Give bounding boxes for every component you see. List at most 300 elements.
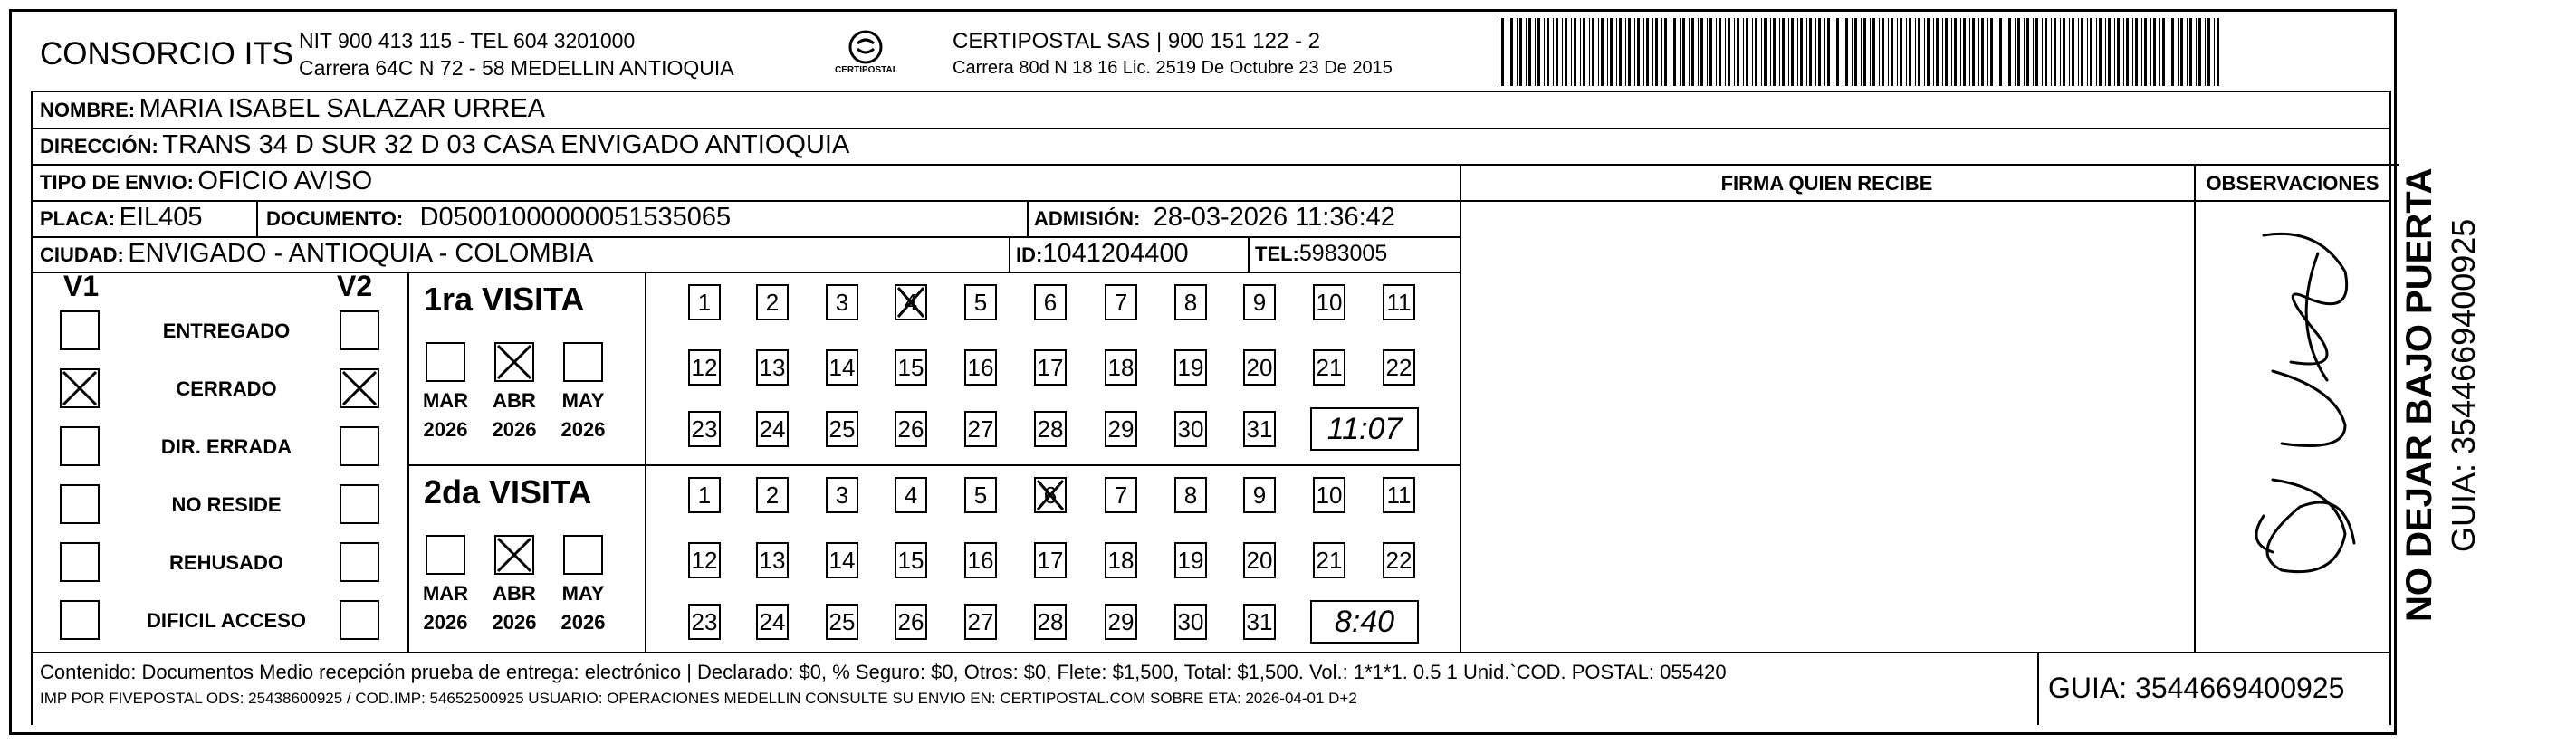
day-box[interactable]: 18 bbox=[1105, 349, 1137, 386]
barcode-bar bbox=[1942, 18, 1943, 86]
cell-divider bbox=[1009, 236, 1010, 272]
barcode-bar bbox=[1571, 18, 1572, 86]
observations-header: OBSERVACIONES bbox=[2206, 172, 2380, 195]
day-box[interactable]: 14 bbox=[826, 542, 858, 578]
barcode-bar bbox=[2205, 18, 2206, 86]
barcode-bar bbox=[1737, 18, 1739, 86]
day-box[interactable]: 20 bbox=[1243, 542, 1276, 578]
type-label: TIPO DE ENVIO: bbox=[40, 171, 194, 194]
barcode-bar bbox=[1528, 18, 1531, 86]
barcode-bar bbox=[1634, 18, 1635, 86]
barcode-bar bbox=[1743, 18, 1744, 86]
barcode-bar bbox=[1691, 18, 1694, 86]
day-box[interactable]: 27 bbox=[964, 604, 997, 640]
barcode-bar bbox=[2090, 18, 2092, 86]
barcode-bar bbox=[1565, 18, 1567, 86]
day-box[interactable]: 26 bbox=[895, 604, 927, 640]
v1-checkbox[interactable] bbox=[60, 600, 100, 640]
barcode-bar bbox=[2096, 18, 2097, 86]
barcode bbox=[1499, 18, 2223, 86]
barcode-bar bbox=[1519, 18, 1522, 86]
month-check-mark bbox=[494, 342, 534, 382]
day-box[interactable]: 12 bbox=[688, 349, 721, 386]
status-label: DIR. ERRADA bbox=[160, 435, 292, 458]
day-box[interactable]: 28 bbox=[1034, 411, 1067, 447]
header-divider bbox=[31, 91, 2389, 92]
barcode-bar bbox=[1562, 18, 1563, 86]
barcode-bar bbox=[1661, 18, 1662, 86]
day-box[interactable]: 15 bbox=[895, 542, 927, 578]
barcode-bar bbox=[1936, 18, 1939, 86]
day-box[interactable]: 30 bbox=[1174, 604, 1207, 640]
month-label: ABR bbox=[493, 389, 536, 412]
company-line1: NIT 900 413 115 - TEL 604 3201000 bbox=[299, 29, 636, 52]
status-divider bbox=[407, 272, 409, 652]
footer-guide-divider bbox=[2037, 652, 2039, 725]
day-box[interactable]: 7 bbox=[1105, 284, 1137, 320]
month-label: MAR bbox=[422, 389, 469, 412]
barcode-bar bbox=[1900, 18, 1902, 86]
day-box[interactable]: 22 bbox=[1383, 349, 1415, 386]
company-line2: Carrera 64C N 72 - 58 MEDELLIN ANTIOQUIA bbox=[299, 56, 734, 80]
barcode-bar bbox=[1824, 18, 1825, 86]
day-box[interactable]: 29 bbox=[1105, 604, 1137, 640]
barcode-bar bbox=[1888, 18, 1889, 86]
day-box[interactable]: 28 bbox=[1034, 604, 1067, 640]
document-value: D05001000000051535065 bbox=[419, 203, 732, 232]
day-box[interactable]: 14 bbox=[826, 349, 858, 386]
year-label: 2026 bbox=[423, 418, 468, 441]
month-checkbox[interactable] bbox=[426, 535, 465, 575]
month-label: MAR bbox=[422, 582, 469, 605]
barcode-bar bbox=[1700, 18, 1703, 86]
barcode-bar bbox=[1836, 18, 1839, 86]
status-label: DIFICIL ACCESO bbox=[146, 609, 306, 632]
barcode-bar bbox=[1852, 18, 1853, 86]
barcode-bar bbox=[1990, 18, 1993, 86]
barcode-bar bbox=[1927, 18, 1930, 86]
day-box[interactable]: 2 bbox=[756, 477, 789, 513]
name-value: MARIA ISABEL SALAZAR URREA bbox=[139, 94, 546, 123]
footer-guide: GUIA: 3544669400925 bbox=[2048, 672, 2345, 704]
barcode-bar bbox=[2035, 18, 2038, 86]
barcode-bar bbox=[2063, 18, 2065, 86]
day-box[interactable]: 11 bbox=[1383, 284, 1415, 320]
barcode-bar bbox=[1987, 18, 1988, 86]
day-box[interactable]: 5 bbox=[964, 477, 997, 513]
barcode-bar bbox=[1616, 18, 1617, 86]
barcode-bar bbox=[1698, 18, 1699, 86]
barcode-bar bbox=[1882, 18, 1884, 86]
row-divider bbox=[31, 164, 2399, 166]
day-box[interactable]: 7 bbox=[1105, 477, 1137, 513]
day-box[interactable]: 21 bbox=[1313, 542, 1345, 578]
year-label: 2026 bbox=[492, 611, 537, 634]
v2-checkbox[interactable] bbox=[340, 310, 379, 350]
side-guide: GUIA: 3544669400925 bbox=[2445, 218, 2482, 552]
barcode-bar bbox=[2189, 18, 2192, 86]
tel-cell bbox=[1255, 241, 1387, 267]
barcode-bar bbox=[1652, 18, 1653, 86]
barcode-bar bbox=[1933, 18, 1934, 86]
barcode-bar bbox=[1981, 18, 1984, 86]
year-label: 2026 bbox=[492, 418, 537, 441]
type-value: OFICIO AVISO bbox=[197, 167, 373, 196]
barcode-bar bbox=[2072, 18, 2074, 86]
day-box[interactable]: 13 bbox=[756, 349, 789, 386]
barcode-bar bbox=[1517, 18, 1518, 86]
v1-checkbox[interactable] bbox=[60, 542, 100, 582]
barcode-bar bbox=[1619, 18, 1622, 86]
barcode-bar bbox=[1725, 18, 1726, 86]
barcode-bar bbox=[1544, 18, 1545, 86]
barcode-bar bbox=[2099, 18, 2102, 86]
tel-label: TEL: bbox=[1255, 243, 1299, 265]
row-divider bbox=[31, 200, 2389, 202]
day-box[interactable]: 5 bbox=[964, 284, 997, 320]
day-box[interactable]: 10 bbox=[1313, 284, 1345, 320]
day-box[interactable]: 10 bbox=[1313, 477, 1345, 513]
address-row bbox=[40, 130, 849, 160]
v2-checkbox[interactable] bbox=[340, 542, 379, 582]
barcode-bar bbox=[2178, 18, 2179, 86]
observations-signature bbox=[2209, 217, 2372, 597]
barcode-bar bbox=[1537, 18, 1540, 86]
id-label: ID: bbox=[1016, 243, 1043, 266]
day-box[interactable]: 26 bbox=[895, 411, 927, 447]
barcode-bar bbox=[1854, 18, 1857, 86]
barcode-bar bbox=[1779, 18, 1780, 86]
v2-checkbox[interactable] bbox=[340, 600, 379, 640]
barcode-bar bbox=[1924, 18, 1925, 86]
day-box[interactable]: 24 bbox=[756, 411, 789, 447]
visit-title: 2da VISITA bbox=[424, 473, 592, 510]
barcode-bar bbox=[1682, 18, 1685, 86]
admission-label: ADMISIÓN: bbox=[1034, 207, 1141, 230]
day-box[interactable]: 6 bbox=[1034, 284, 1067, 320]
barcode-bar bbox=[1680, 18, 1681, 86]
admission-cell bbox=[1034, 203, 1395, 233]
day-check-mark bbox=[895, 284, 927, 320]
barcode-bar bbox=[2144, 18, 2147, 86]
barcode-bar bbox=[1761, 18, 1762, 86]
id-cell bbox=[1016, 239, 1189, 269]
id-value: 1041204400 bbox=[1042, 239, 1189, 268]
city-value: ENVIGADO - ANTIOQUIA - COLOMBIA bbox=[128, 239, 594, 268]
address-value: TRANS 34 D SUR 32 D 03 CASA ENVIGADO ANTIOQUIA bbox=[162, 130, 850, 159]
barcode-bar bbox=[1791, 18, 1794, 86]
day-box[interactable]: 17 bbox=[1034, 349, 1067, 386]
day-box[interactable]: 11 bbox=[1383, 477, 1415, 513]
barcode-bar bbox=[1897, 18, 1898, 86]
barcode-bar bbox=[2198, 18, 2201, 86]
day-box[interactable]: 3 bbox=[826, 477, 858, 513]
barcode-bar bbox=[2141, 18, 2142, 86]
barcode-bar bbox=[1625, 18, 1626, 86]
barcode-bar bbox=[1728, 18, 1730, 86]
barcode-bar bbox=[2105, 18, 2106, 86]
barcode-bar bbox=[2196, 18, 2197, 86]
barcode-bar bbox=[1815, 18, 1816, 86]
barcode-bar bbox=[1643, 18, 1644, 86]
barcode-bar bbox=[1607, 18, 1608, 86]
barcode-bar bbox=[1580, 18, 1581, 86]
v2-check-mark bbox=[340, 368, 379, 408]
barcode-bar bbox=[1863, 18, 1866, 86]
visit-title: 1ra VISITA bbox=[424, 281, 585, 318]
barcode-bar bbox=[2150, 18, 2151, 86]
barcode-bar bbox=[1918, 18, 1920, 86]
barcode-bar bbox=[2187, 18, 2188, 86]
row-divider bbox=[31, 272, 1460, 273]
day-box[interactable]: 18 bbox=[1105, 542, 1137, 578]
day-box[interactable]: 8 bbox=[1174, 284, 1207, 320]
barcode-bar bbox=[2153, 18, 2156, 86]
footer-line1: Contenido: Documentos Medio recepción prueba de entrega: electrónico | Declarado: $0, % Seguro: $0, Otros: $0, Flete: $1,500, Total: $1,500. Vol.: 1*1*1. 0.5 1 Unid.`COD. POSTAL: 055420 bbox=[40, 661, 1727, 683]
day-box[interactable]: 31 bbox=[1243, 411, 1276, 447]
day-box[interactable]: 12 bbox=[688, 542, 721, 578]
day-box[interactable]: 27 bbox=[964, 411, 997, 447]
barcode-bar bbox=[1909, 18, 1911, 86]
day-box[interactable]: 19 bbox=[1174, 349, 1207, 386]
courier-line2: Carrera 80d N 18 16 Lic. 2519 De Octubre 23 De 2015 bbox=[953, 58, 1393, 78]
barcode-bar bbox=[1770, 18, 1771, 86]
v1-header: V1 bbox=[63, 270, 100, 302]
barcode-bar bbox=[1806, 18, 1807, 86]
day-box[interactable]: 2 bbox=[756, 284, 789, 320]
day-box[interactable]: 3 bbox=[826, 284, 858, 320]
barcode-bar bbox=[1872, 18, 1875, 86]
barcode-bar bbox=[1800, 18, 1803, 86]
day-box[interactable]: 9 bbox=[1243, 477, 1276, 513]
barcode-bar bbox=[1734, 18, 1735, 86]
day-box[interactable]: 23 bbox=[688, 604, 721, 640]
day-check-mark bbox=[1034, 477, 1067, 513]
barcode-bar bbox=[2069, 18, 2070, 86]
barcode-bar bbox=[1845, 18, 1848, 86]
day-box[interactable]: 13 bbox=[756, 542, 789, 578]
side-notice: NO DEJAR BAJO PUERTA bbox=[2399, 167, 2439, 622]
month-label: ABR bbox=[493, 582, 536, 605]
document-cell bbox=[266, 203, 731, 233]
barcode-bar bbox=[1646, 18, 1649, 86]
barcode-bar bbox=[1716, 18, 1717, 86]
barcode-bar bbox=[1861, 18, 1862, 86]
barcode-bar bbox=[1707, 18, 1708, 86]
day-box[interactable]: 19 bbox=[1174, 542, 1207, 578]
barcode-bar bbox=[1788, 18, 1789, 86]
month-checkbox[interactable] bbox=[426, 342, 465, 382]
year-label: 2026 bbox=[560, 611, 606, 634]
status-label: ENTREGADO bbox=[162, 320, 291, 342]
signature-header: FIRMA QUIEN RECIBE bbox=[1720, 172, 1933, 195]
v1-check-mark bbox=[60, 368, 100, 408]
day-box[interactable]: 24 bbox=[756, 604, 789, 640]
company-name: CONSORCIO ITS bbox=[40, 36, 294, 72]
barcode-bar bbox=[1945, 18, 1948, 86]
plate-value: EIL405 bbox=[119, 203, 203, 232]
barcode-bar bbox=[1592, 18, 1594, 86]
month-label: MAY bbox=[561, 389, 605, 412]
cell-divider bbox=[1248, 236, 1250, 272]
day-box[interactable]: 15 bbox=[895, 349, 927, 386]
barcode-bar bbox=[1556, 18, 1558, 86]
barcode-bar bbox=[1969, 18, 1970, 86]
barcode-bar bbox=[1906, 18, 1907, 86]
day-box[interactable]: 31 bbox=[1243, 604, 1276, 640]
barcode-bar bbox=[2132, 18, 2133, 86]
day-box[interactable]: 4 bbox=[895, 284, 927, 320]
barcode-bar bbox=[1535, 18, 1536, 86]
day-box[interactable]: 20 bbox=[1243, 349, 1276, 386]
day-box[interactable]: 25 bbox=[826, 604, 858, 640]
barcode-bar bbox=[1719, 18, 1721, 86]
month-label: MAY bbox=[561, 582, 605, 605]
month-checkbox[interactable] bbox=[563, 535, 603, 575]
barcode-bar bbox=[2207, 18, 2210, 86]
barcode-bar bbox=[2108, 18, 2111, 86]
day-box[interactable]: 21 bbox=[1313, 349, 1345, 386]
plate-label: PLACA: bbox=[40, 207, 116, 230]
logo-caption: CERTIPOSTAL bbox=[835, 65, 898, 75]
barcode-bar bbox=[2026, 18, 2029, 86]
barcode-bar bbox=[1960, 18, 1961, 86]
day-box[interactable]: 25 bbox=[826, 411, 858, 447]
barcode-bar bbox=[2114, 18, 2115, 86]
visit-divider bbox=[407, 464, 1460, 466]
barcode-bar bbox=[1915, 18, 1916, 86]
barcode-bar bbox=[1755, 18, 1757, 86]
barcode-bar bbox=[1637, 18, 1640, 86]
day-box[interactable]: 6 bbox=[1034, 477, 1067, 513]
day-box[interactable]: 9 bbox=[1243, 284, 1276, 320]
cell-divider bbox=[1027, 200, 1029, 236]
barcode-bar bbox=[1589, 18, 1590, 86]
barcode-bar bbox=[1610, 18, 1613, 86]
barcode-bar bbox=[2033, 18, 2034, 86]
v1-checkbox[interactable] bbox=[60, 484, 100, 524]
barcode-bar bbox=[1797, 18, 1798, 86]
barcode-bar bbox=[1655, 18, 1658, 86]
barcode-bar bbox=[2015, 18, 2016, 86]
courier-line1: CERTIPOSTAL SAS | 900 151 122 - 2 bbox=[953, 29, 1320, 53]
barcode-bar bbox=[1972, 18, 1975, 86]
v1-checkbox[interactable] bbox=[60, 426, 100, 466]
barcode-bar bbox=[1583, 18, 1585, 86]
barcode-bar bbox=[1764, 18, 1767, 86]
day-box[interactable]: 1 bbox=[688, 477, 721, 513]
status-label: NO RESIDE bbox=[171, 493, 282, 516]
day-box[interactable]: 17 bbox=[1034, 542, 1067, 578]
barcode-bar bbox=[1601, 18, 1604, 86]
barcode-bar bbox=[1773, 18, 1776, 86]
barcode-bar bbox=[1664, 18, 1667, 86]
barcode-bar bbox=[2135, 18, 2138, 86]
name-row bbox=[40, 94, 545, 124]
type-row bbox=[40, 167, 372, 196]
barcode-bar bbox=[2159, 18, 2160, 86]
row-divider bbox=[31, 236, 1460, 238]
v2-checkbox[interactable] bbox=[340, 484, 379, 524]
barcode-bar bbox=[2162, 18, 2165, 86]
barcode-bar bbox=[1809, 18, 1812, 86]
barcode-bar bbox=[1574, 18, 1576, 86]
barcode-bar bbox=[1951, 18, 1952, 86]
observations-left-border bbox=[2194, 164, 2196, 653]
day-box[interactable]: 16 bbox=[964, 349, 997, 386]
barcode-bar bbox=[2042, 18, 2043, 86]
barcode-bar bbox=[1891, 18, 1893, 86]
day-box[interactable]: 16 bbox=[964, 542, 997, 578]
day-box[interactable]: 1 bbox=[688, 284, 721, 320]
year-label: 2026 bbox=[560, 418, 606, 441]
cell-divider bbox=[256, 200, 258, 236]
barcode-bar bbox=[1827, 18, 1830, 86]
barcode-bar bbox=[2087, 18, 2088, 86]
day-box[interactable]: 22 bbox=[1383, 542, 1415, 578]
barcode-bar bbox=[2171, 18, 2174, 86]
barcode-bar bbox=[2078, 18, 2079, 86]
barcode-bar bbox=[2180, 18, 2183, 86]
city-cell bbox=[40, 239, 593, 269]
tel-value: 5983005 bbox=[1298, 241, 1388, 266]
name-label: NOMBRE: bbox=[40, 99, 136, 121]
v2-checkbox[interactable] bbox=[340, 426, 379, 466]
city-label: CIUDAD: bbox=[40, 243, 124, 266]
barcode-bar bbox=[1879, 18, 1880, 86]
barcode-bar bbox=[1673, 18, 1676, 86]
barcode-bar bbox=[1526, 18, 1527, 86]
year-label: 2026 bbox=[423, 611, 468, 634]
day-box[interactable]: 23 bbox=[688, 411, 721, 447]
barcode-bar bbox=[1818, 18, 1821, 86]
barcode-bar bbox=[1978, 18, 1979, 86]
day-box[interactable]: 8 bbox=[1174, 477, 1207, 513]
footer-divider bbox=[31, 652, 2389, 653]
barcode-bar bbox=[2117, 18, 2120, 86]
footer-line2: IMP POR FIVEPOSTAL ODS: 25438600925 / COD.IMP: 54652500925 USUARIO: OPERACIONES MEDELLIN CONSULTE SU ENVIO EN: CERTIPOSTAL.COM SOBRE ETA: 2026-04-01 D+2 bbox=[40, 690, 1357, 707]
day-box[interactable]: 29 bbox=[1105, 411, 1137, 447]
barcode-bar bbox=[2051, 18, 2052, 86]
plate-cell bbox=[40, 203, 202, 233]
day-box[interactable]: 30 bbox=[1174, 411, 1207, 447]
document-label: DOCUMENTO: bbox=[266, 207, 404, 230]
v2-header: V2 bbox=[337, 270, 373, 302]
barcode-bar bbox=[2054, 18, 2056, 86]
v1-checkbox[interactable] bbox=[60, 310, 100, 350]
barcode-bar bbox=[1870, 18, 1871, 86]
status-label: REHUSADO bbox=[169, 551, 283, 574]
row-divider bbox=[31, 128, 2389, 129]
day-box[interactable]: 4 bbox=[895, 477, 927, 513]
month-checkbox[interactable] bbox=[563, 342, 603, 382]
barcode-bar bbox=[2217, 18, 2219, 86]
barcode-bar bbox=[1598, 18, 1599, 86]
visit-divider-vertical bbox=[645, 272, 646, 652]
status-label: CERRADO bbox=[176, 377, 277, 400]
barcode-bar bbox=[2126, 18, 2129, 86]
barcode-bar bbox=[1501, 18, 1504, 86]
barcode-bar bbox=[1999, 18, 2002, 86]
left-border bbox=[31, 91, 33, 725]
barcode-bar bbox=[2045, 18, 2047, 86]
month-check-mark bbox=[494, 535, 534, 575]
time-box[interactable]: 11:07 bbox=[1310, 407, 1419, 451]
time-box[interactable]: 8:40 bbox=[1310, 600, 1419, 644]
signature-left-border bbox=[1460, 164, 1461, 653]
barcode-bar bbox=[2008, 18, 2011, 86]
barcode-bar bbox=[1628, 18, 1631, 86]
